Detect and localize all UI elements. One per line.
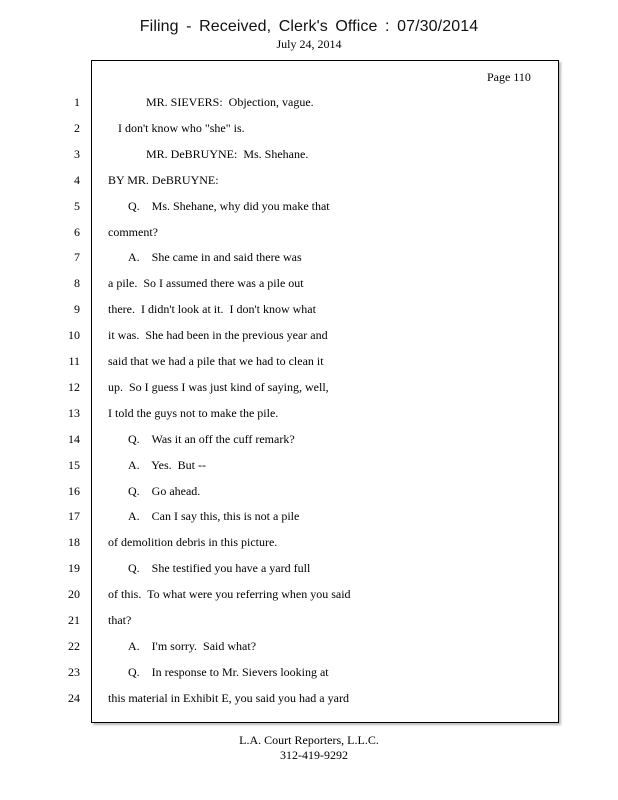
transcript-line-text: MR. SIEVERS: Objection, vague.: [146, 95, 314, 109]
court-reporter-phone: 312-419-9292: [280, 748, 348, 762]
transcript-line-text: of demolition debris in this picture.: [108, 535, 278, 549]
transcript-line-text: said that we had a pile that we had to clean it: [108, 354, 324, 368]
page-number: Page 110: [487, 70, 531, 84]
transcript-line-text: I told the guys not to make the pile.: [108, 406, 279, 420]
transcript-line-text: MR. DeBRUYNE: Ms. Shehane.: [146, 147, 309, 161]
court-reporter-name: L.A. Court Reporters, L.L.C.: [239, 733, 379, 747]
line-number: 22: [68, 639, 80, 653]
transcript-line-text: Q. She testified you have a yard full: [128, 561, 311, 575]
line-number: 21: [68, 613, 80, 627]
line-number: 14: [68, 432, 80, 446]
transcript-line-text: I don't know who "she" is.: [118, 121, 245, 135]
line-number: 19: [68, 561, 80, 575]
line-number: 13: [68, 406, 80, 420]
transcript-line-text: Q. Ms. Shehane, why did you make that: [128, 199, 330, 213]
transcript-line-text: it was. She had been in the previous year and: [108, 328, 328, 342]
transcript-line-text: A. Yes. But --: [128, 458, 207, 472]
transcript-line-text: A. She came in and said there was: [128, 250, 302, 264]
transcript-line-text: this material in Exhibit E, you said you had a yard: [108, 691, 349, 705]
line-number: 11: [68, 354, 80, 368]
transcript-line-text: Q. Go ahead.: [128, 484, 201, 498]
line-number: 8: [74, 276, 80, 290]
line-number: 24: [68, 691, 80, 705]
line-number: 6: [74, 225, 80, 239]
transcript-line-text: A. I'm sorry. Said what?: [128, 639, 257, 653]
line-number: 15: [68, 458, 80, 472]
line-number: 4: [74, 173, 80, 187]
line-number: 2: [74, 121, 80, 135]
transcript-line-text: A. Can I say this, this is not a pile: [128, 509, 300, 523]
line-number: 17: [68, 509, 80, 523]
line-number: 5: [74, 199, 80, 213]
transcript-line-text: BY MR. DeBRUYNE:: [108, 173, 219, 187]
transcript-line-text: Q. In response to Mr. Sievers looking at: [128, 665, 329, 679]
transcript-date: July 24, 2014: [276, 37, 342, 51]
transcript-line-text: Q. Was it an off the cuff remark?: [128, 432, 295, 446]
line-number: 10: [68, 328, 80, 342]
transcript-line-text: up. So I guess I was just kind of saying, well,: [108, 380, 329, 394]
transcript-line-text: a pile. So I assumed there was a pile out: [108, 276, 304, 290]
line-number: 3: [74, 147, 80, 161]
line-number: 9: [74, 302, 80, 316]
transcript-line-text: of this. To what were you referring when you said: [108, 587, 351, 601]
filing-stamp: Filing - Received, Clerk's Office : 07/30/2014: [139, 18, 479, 35]
transcript-line-text: comment?: [108, 225, 158, 239]
transcript-line-text: there. I didn't look at it. I don't know what: [108, 302, 316, 316]
line-number: 20: [68, 587, 80, 601]
line-number: 1: [74, 95, 80, 109]
transcript-line-text: that?: [108, 613, 132, 627]
line-number: 18: [68, 535, 80, 549]
line-number: 12: [68, 380, 80, 394]
line-number: 7: [74, 250, 80, 264]
line-number: 16: [68, 484, 80, 498]
line-number: 23: [68, 665, 80, 679]
